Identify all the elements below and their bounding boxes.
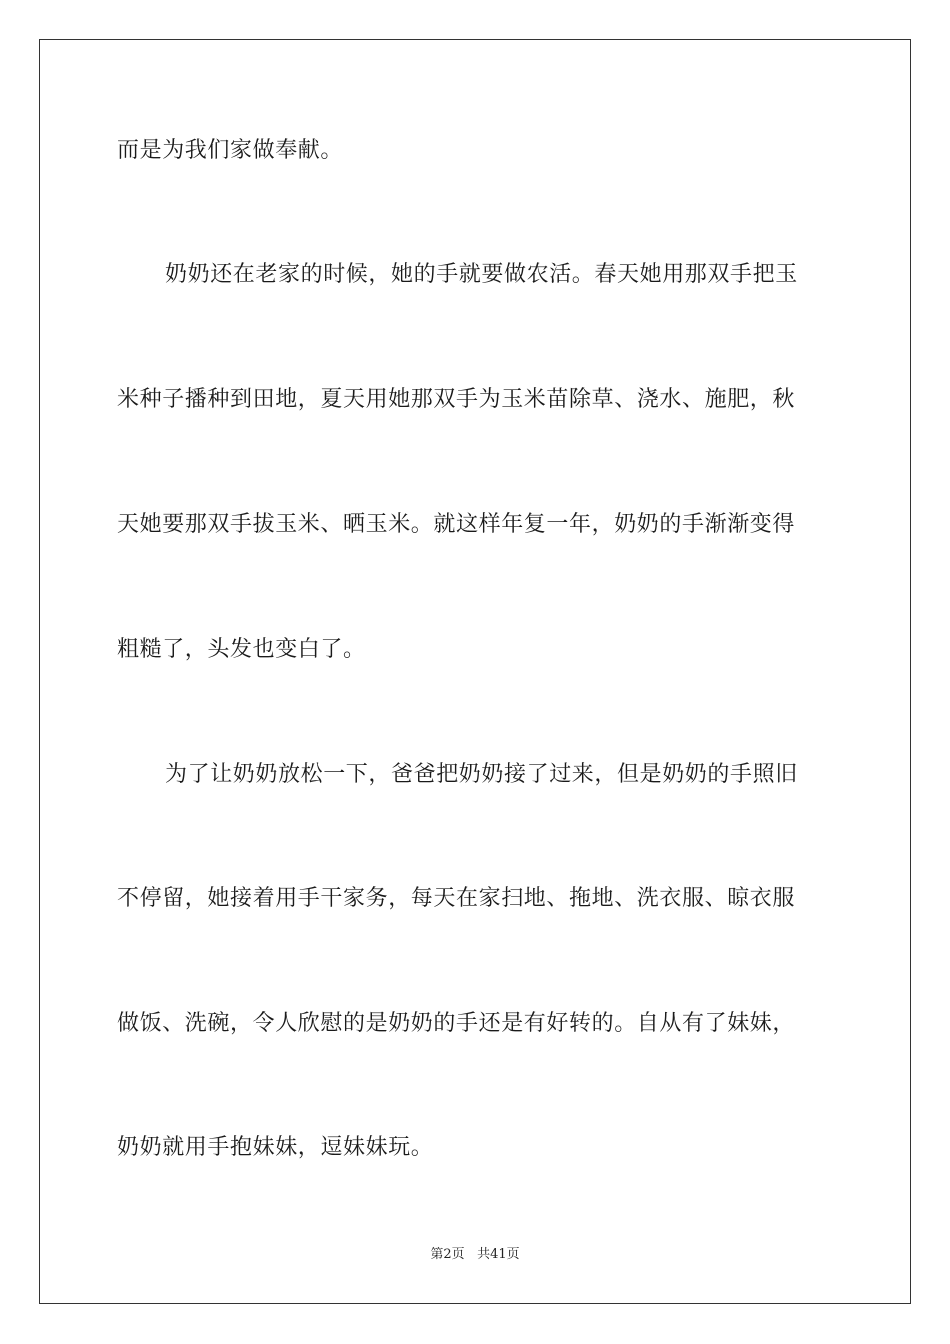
page-border: [39, 39, 911, 1304]
body-line-2: 奶奶还在老家的时候，她的手就要做农活。春天她用那双手把玉: [165, 262, 798, 287]
page-footer: [0, 1246, 950, 1264]
body-line-7: 不停留，她接着用手干家务，每天在家扫地、拖地、洗衣服、晾衣服: [117, 886, 796, 911]
page-total: 共41页: [477, 1247, 520, 1262]
body-line-3: 米种子播种到田地，夏天用她那双手为玉米苗除草、浇水、施肥，秋: [117, 387, 796, 412]
body-line-1: 而是为我们家做奉献。: [117, 138, 344, 163]
page-number: 第2页: [430, 1247, 465, 1262]
body-line-8: 做饭、洗碗，令人欣慰的是奶奶的手还是有好转的。自从有了妹妹，: [117, 1011, 796, 1036]
body-line-9: 奶奶就用手抱妹妹，逗妹妹玩。: [117, 1135, 434, 1160]
body-line-4: 天她要那双手拔玉米、晒玉米。就这样年复一年，奶奶的手渐渐变得: [117, 512, 796, 537]
body-line-5: 粗糙了，头发也变白了。: [117, 637, 366, 662]
body-line-6: 为了让奶奶放松一下，爸爸把奶奶接了过来，但是奶奶的手照旧: [165, 762, 798, 787]
